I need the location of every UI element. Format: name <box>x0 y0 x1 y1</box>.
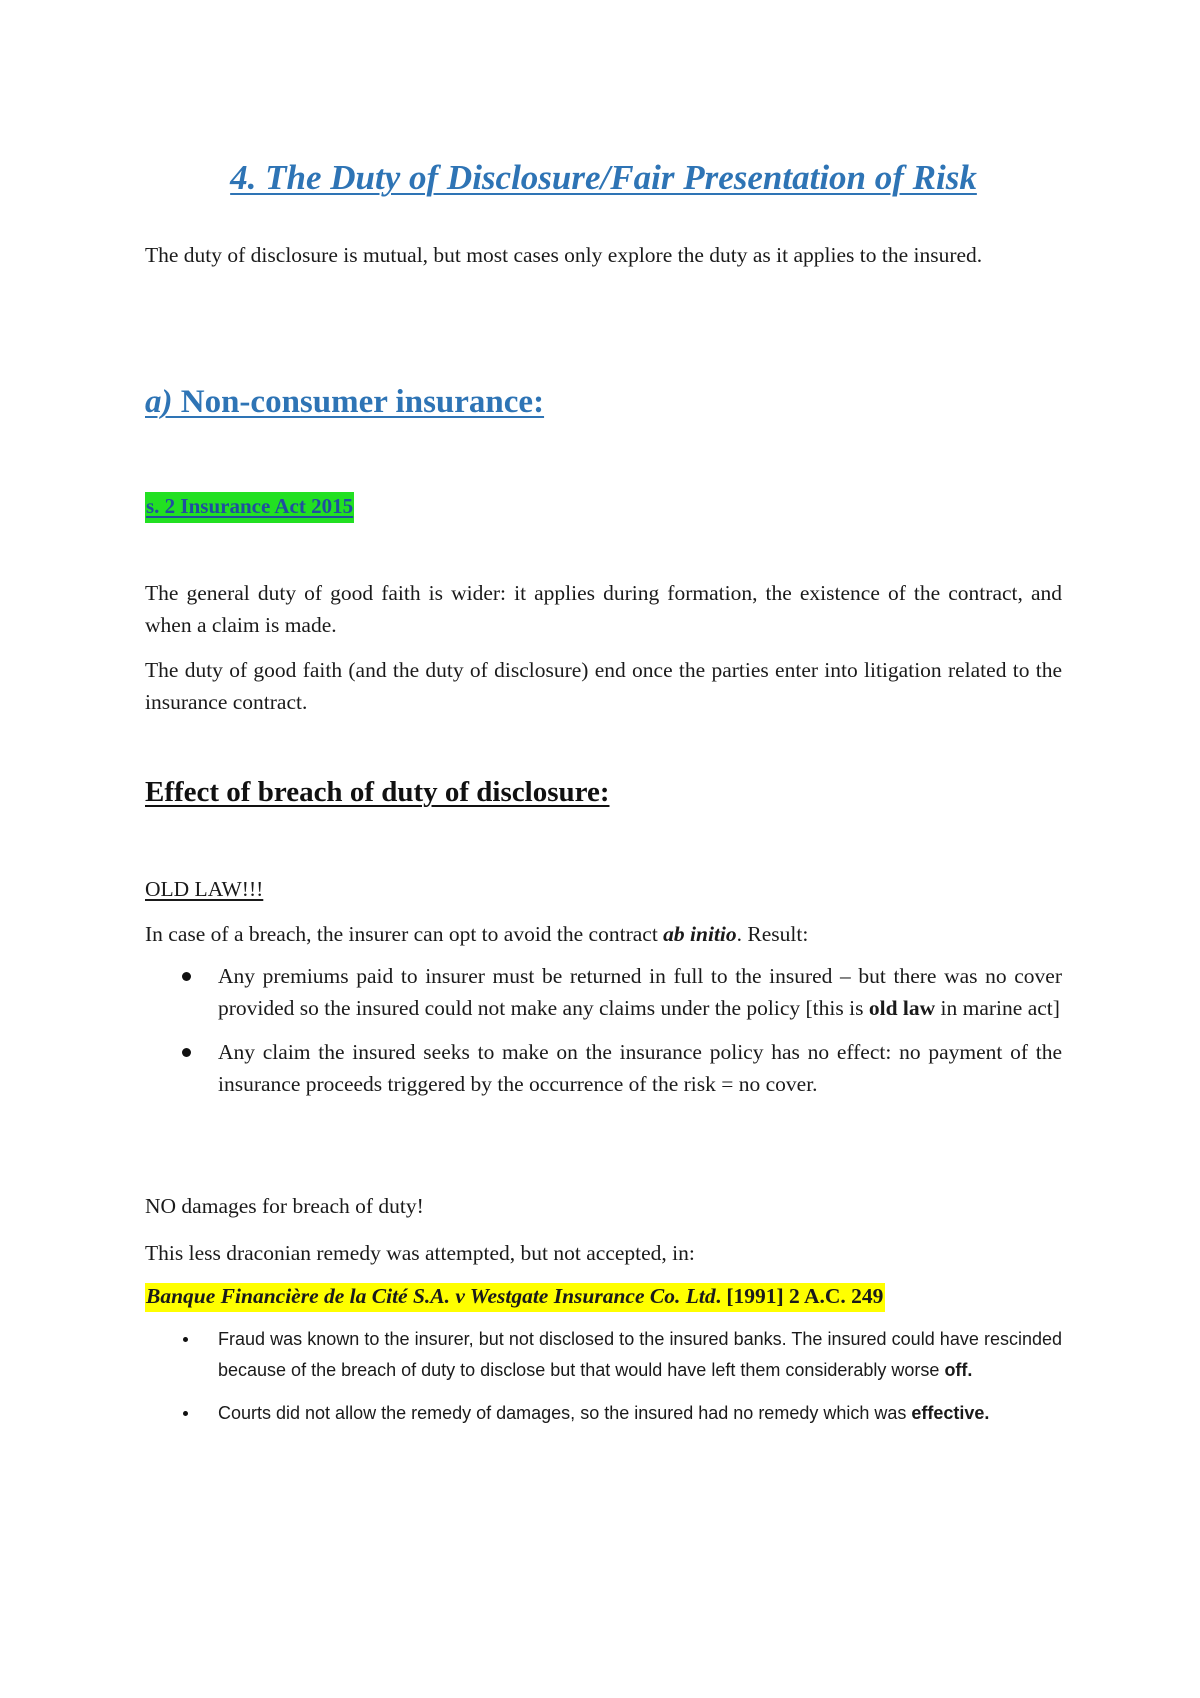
result-text: Any premiums paid to insurer must be returned in full to the insured – but there was no cover provided so the insured could not make any claims under the policy [this is <box>218 964 1062 1020</box>
old-law-label: OLD LAW!!! <box>145 877 264 901</box>
case-citation <box>145 1283 885 1312</box>
ab-initio-term: ab initio <box>663 922 737 946</box>
good-faith-end-paragraph: The duty of good faith (and the duty of disclosure) end once the parties enter into litigation related to the insurance contract. <box>145 658 1062 714</box>
case-note-bold: effective. <box>911 1403 990 1423</box>
statute-reference: s. 2 Insurance Act 2015 <box>145 492 354 523</box>
case-reference: . [1991] 2 A.C. 249 <box>715 1284 884 1308</box>
old-law-term: old law <box>868 996 936 1020</box>
less-draconian-paragraph: This less draconian remedy was attempted, but not accepted, in: <box>145 1241 695 1265</box>
results-list <box>145 960 1062 1100</box>
list-item <box>145 1324 1062 1386</box>
case-note-bold: off. <box>944 1360 973 1380</box>
intro-paragraph: The duty of disclosure is mutual, but most cases only explore the duty as it applies to the insured. <box>145 243 983 267</box>
case-note-text: Courts did not allow the remedy of damages, so the insured had no remedy which was <box>218 1403 912 1423</box>
bullet-icon <box>183 1337 188 1342</box>
list-item <box>145 1398 1062 1429</box>
section-letter: a) <box>145 384 173 420</box>
section-heading-non-consumer <box>145 384 544 421</box>
effect-of-breach-heading: Effect of breach of duty of disclosure: <box>145 776 610 808</box>
breach-text: In case of a breach, the insurer can opt to avoid the contract <box>145 922 664 946</box>
bullet-icon <box>183 1411 188 1416</box>
result-text: Any claim the insured seeks to make on the insurance policy has no effect: no payment of the insurance proceeds triggered by the occurrence of the risk = no cover. <box>218 1040 1062 1096</box>
bullet-icon <box>182 1048 191 1057</box>
no-damages-paragraph: NO damages for breach of duty! <box>145 1194 424 1218</box>
list-item <box>145 1036 1062 1100</box>
page-title: 4. The Duty of Disclosure/Fair Presentation of Risk <box>230 158 977 197</box>
result-text-end: in marine act] <box>935 996 1060 1020</box>
good-faith-paragraph: The general duty of good faith is wider: it applies during formation, the existence of the contract, and when a claim is made. <box>145 581 1062 637</box>
bullet-icon <box>182 972 191 981</box>
breach-result: . Result: <box>736 922 809 946</box>
breach-paragraph <box>145 918 1062 950</box>
case-notes-list <box>145 1324 1062 1441</box>
case-name: Banque Financière de la Cité S.A. v Westgate Insurance Co. Ltd <box>146 1284 716 1308</box>
section-heading-text: Non-consumer insurance: <box>172 384 545 420</box>
list-item <box>145 960 1062 1024</box>
case-note-text: Fraud was known to the insurer, but not disclosed to the insured banks. The insured could have rescinded because of the breach of duty to disclose but that would have left them considerably worse <box>218 1329 1062 1380</box>
